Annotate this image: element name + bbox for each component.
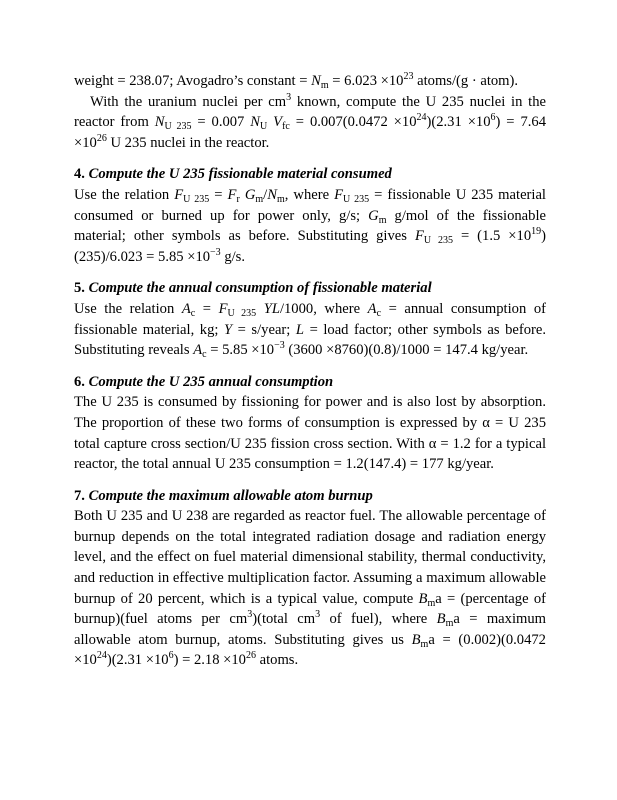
section-title: Compute the annual consumption of fissionable material — [88, 280, 432, 297]
section-heading — [74, 372, 546, 393]
section-number: 4. — [74, 166, 85, 183]
section-body: The U 235 is consumed by fissioning for power and is also lost by absorption. The proportion of these two forms of consumption is expressed by α = U 235 total capture cross section/U 235 fission cross section. With α = 1.2 for a typical reactor, the total annual U 235 consumption = 1.2(147.4) = 177 kg/year. — [74, 394, 546, 473]
section-number: 6. — [74, 373, 85, 390]
section-4 — [74, 164, 546, 267]
section-body: Use the relation $A_c = F_{U 235}$ YL/1000, where $A_c$ = annual consumption of fissionable material, kg; Y = s/year; L = load factor; other symbols as before. Substituting reveals $A_c = 5.85 \times 10^{-3}$ (3600 ×8760)(0.8)/1000 = 147.4 kg/year. — [74, 300, 546, 361]
paragraph-u235-nuclei: With the uranium nuclei per $cm^3$ known, compute the U 235 nuclei in the reactor from $N_{U 235} = 0.007$ $N_U$ $V_{fc} = 0.007(0.0472 \times 10^{24})(2.31 \times 10^6) = 7.64 \times 10^{26}$ U 235 nuclei in the reactor. — [74, 91, 546, 151]
section-heading — [74, 486, 546, 507]
section-heading — [74, 164, 546, 185]
section-6 — [74, 372, 546, 475]
section-title: Compute the U 235 fissionable material consumed — [88, 166, 392, 183]
section-title: Compute the maximum allowable atom burnup — [88, 487, 373, 504]
section-number: 7. — [74, 487, 85, 504]
section-number: 5. — [74, 280, 85, 297]
section-body: Use the relation $F_{U 235} = F_r$ $G_m/N_m$, where $F_{U 235}$ = fissionable U 235 material consumed or burned up for power only, g/s; $G_m$ g/mol of the fissionable material; other symbols as before. Substituting gives $F_{U 235} = (1.5 \times 10^{19})(235)/6.023 = 5.85 \times 10^{-3}$ g/s. — [74, 186, 546, 265]
paragraph-avogadro: weight = 238.07; Avogadro’s constant = $N_m = 6.023 \times 10^{23}$ atoms/(g · atom). — [74, 71, 519, 91]
document-page — [74, 71, 546, 671]
section-7 — [74, 486, 546, 671]
section-5 — [74, 278, 546, 360]
section-title: Compute the U 235 annual consumption — [88, 373, 334, 390]
section-body: Both U 235 and U 238 are regarded as reactor fuel. The allowable percentage of burnup depends on the total integrated radiation dosage and radiation energy level, and the effect on fuel material dimensional stability, thermal conductivity, and reduction in effective multiplication factor. Assuming a maximum allowable burnup of 20 percent, which is a typical value, compute $B_ma$ = (percentage of burnup)(fuel atoms per $cm^3)(total$ $cm^3$ of fuel), where $B_ma$ = maximum allowable atom burnup, atoms. Substituting gives us $B_ma = (0.002)(0.0472 \times 10^{24})(2.31 \times 10^6) = 2.18 \times 10^{26}$ atoms. — [74, 508, 546, 669]
section-heading — [74, 278, 546, 299]
